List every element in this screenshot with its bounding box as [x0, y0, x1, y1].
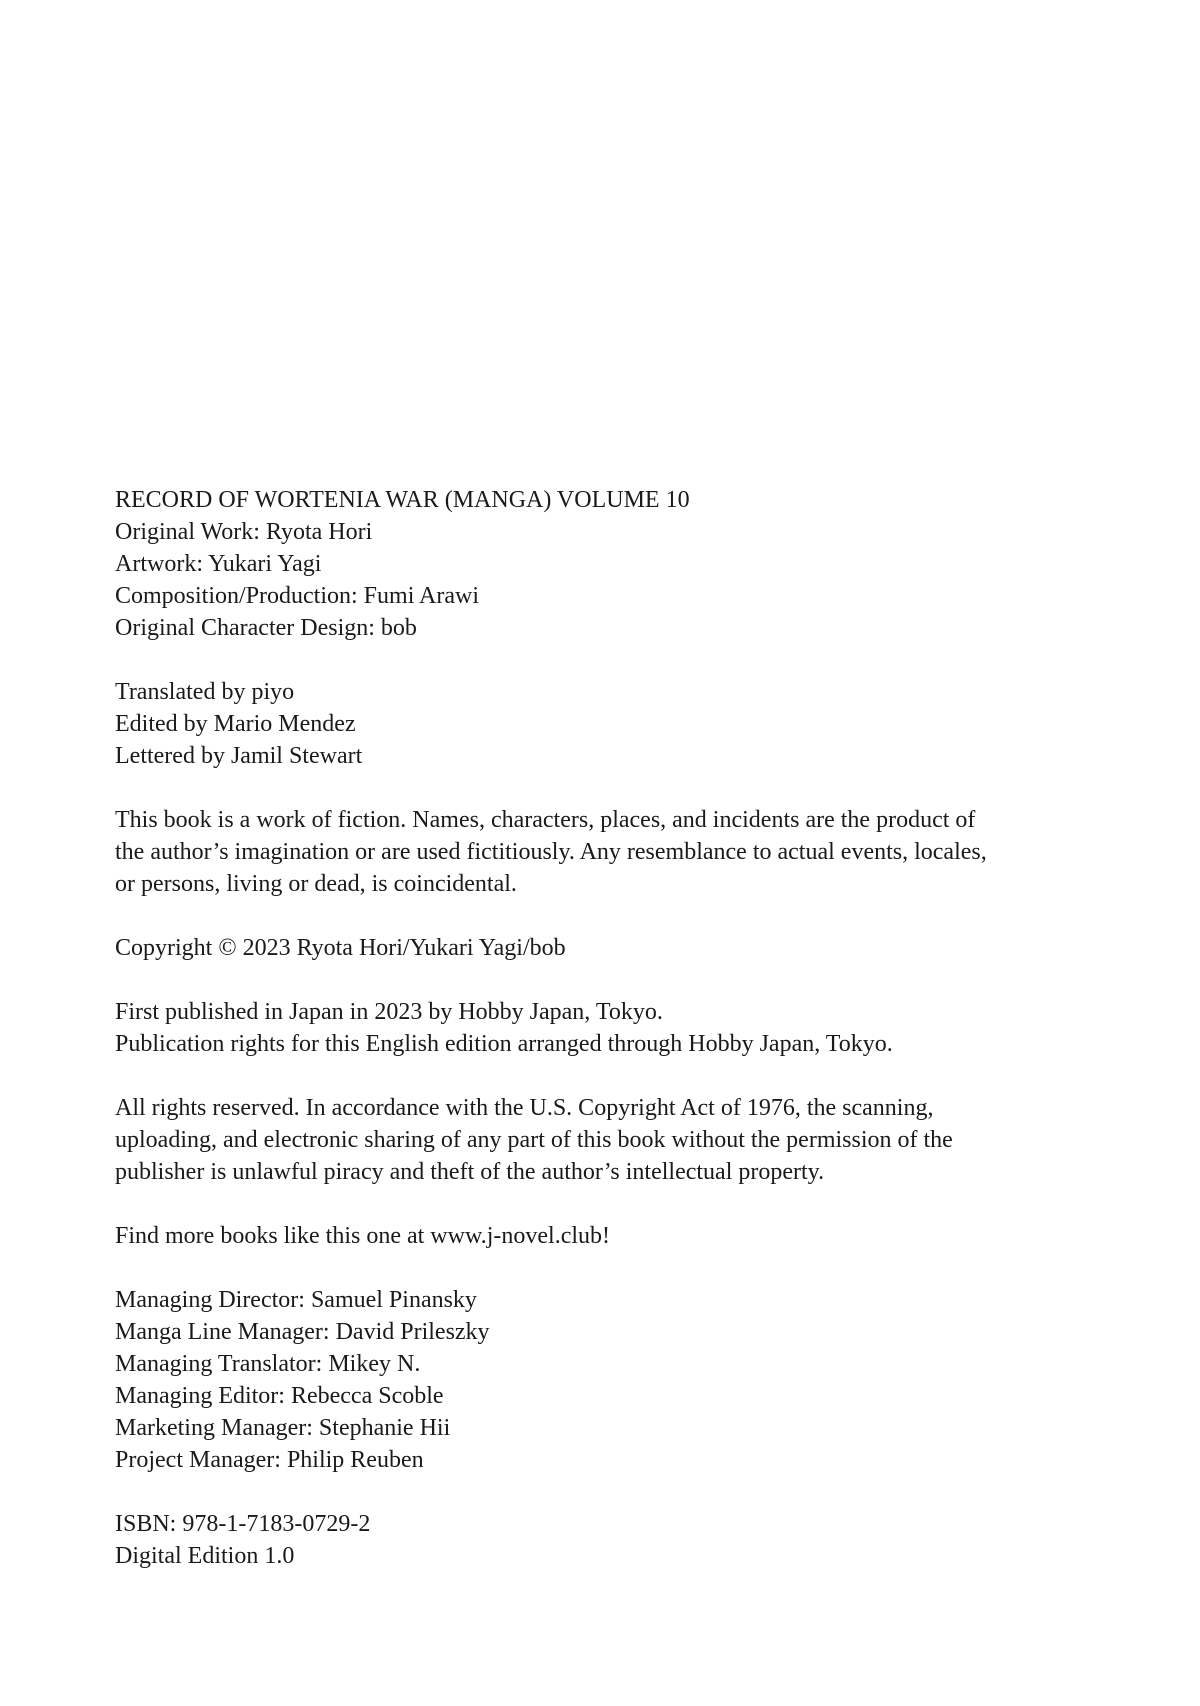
manga-line-manager-credit: Manga Line Manager: David Prileszky	[115, 1319, 490, 1345]
rights-reserved-block	[115, 1092, 1115, 1188]
managing-translator-credit: Managing Translator: Mikey N.	[115, 1351, 421, 1377]
book-title: RECORD OF WORTENIA WAR (MANGA) VOLUME 10	[115, 487, 690, 513]
character-design-credit: Original Character Design: bob	[115, 615, 417, 641]
copyright-block	[115, 932, 1115, 964]
first-published-line: First published in Japan in 2023 by Hobby Japan, Tokyo.	[115, 999, 663, 1025]
marketing-manager-credit: Marketing Manager: Stephanie Hii	[115, 1415, 451, 1441]
promo-block	[115, 1220, 1115, 1252]
publication-block	[115, 996, 1115, 1060]
copyright-notice: Copyright © 2023 Ryota Hori/Yukari Yagi/bob	[115, 935, 566, 961]
editor-credit: Edited by Mario Mendez	[115, 711, 356, 737]
rights-line: uploading, and electronic sharing of any part of this book without the permission of the	[115, 1127, 953, 1153]
original-work-credit: Original Work: Ryota Hori	[115, 519, 373, 545]
rights-line: All rights reserved. In accordance with the U.S. Copyright Act of 1976, the scanning,	[115, 1095, 934, 1121]
management-block	[115, 1284, 1115, 1476]
fiction-disclaimer	[115, 804, 1115, 900]
disclaimer-line: or persons, living or dead, is coincidental.	[115, 871, 517, 897]
publication-rights-line: Publication rights for this English edition arranged through Hobby Japan, Tokyo.	[115, 1031, 893, 1057]
rights-line: publisher is unlawful piracy and theft of the author’s intellectual property.	[115, 1159, 825, 1185]
credits-block	[115, 484, 1115, 644]
edition-block	[115, 1508, 1115, 1572]
project-manager-credit: Project Manager: Philip Reuben	[115, 1447, 424, 1473]
managing-editor-credit: Managing Editor: Rebecca Scoble	[115, 1383, 444, 1409]
copyright-content	[115, 484, 1115, 1604]
staff-block	[115, 676, 1115, 772]
website-promo: Find more books like this one at www.j-novel.club!	[115, 1223, 611, 1249]
managing-director-credit: Managing Director: Samuel Pinansky	[115, 1287, 477, 1313]
letterer-credit: Lettered by Jamil Stewart	[115, 743, 363, 769]
edition-version: Digital Edition 1.0	[115, 1543, 295, 1569]
disclaimer-line: the author’s imagination or are used fictitiously. Any resemblance to actual events, locales,	[115, 839, 987, 865]
translator-credit: Translated by piyo	[115, 679, 295, 705]
isbn: ISBN: 978-1-7183-0729-2	[115, 1511, 371, 1537]
composition-credit: Composition/Production: Fumi Arawi	[115, 583, 480, 609]
disclaimer-line: This book is a work of fiction. Names, characters, places, and incidents are the product of	[115, 807, 976, 833]
artwork-credit: Artwork: Yukari Yagi	[115, 551, 322, 577]
